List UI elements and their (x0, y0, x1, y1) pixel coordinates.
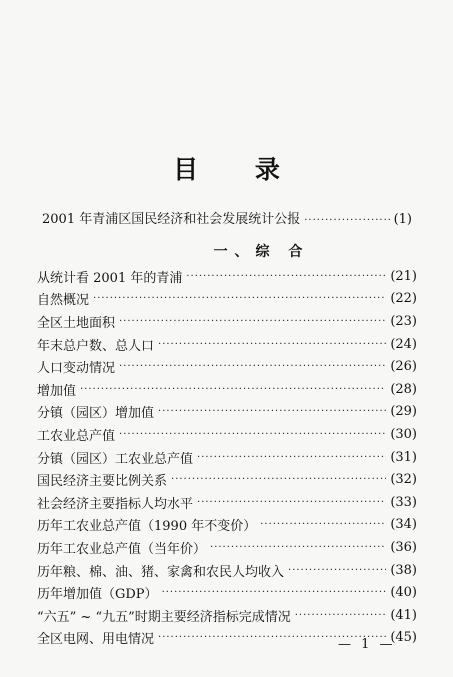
entry-page-number: (32) (390, 472, 417, 488)
entry-title: 历年工农业总产值（1990 年不变价） (37, 519, 257, 535)
entry-title: 自然概况 (37, 293, 90, 309)
toc-entry[interactable] (37, 604, 417, 627)
entry-title: 历年粮、棉、油、猪、家禽和农民人均收入 (37, 564, 285, 580)
entry-title: 分镇（园区）增加值 (37, 406, 155, 422)
entry-page-number: (28) (390, 381, 417, 397)
dot-leader (93, 293, 386, 304)
toc-entry[interactable] (37, 468, 417, 491)
toc-entry[interactable] (37, 581, 417, 604)
entry-page-number: (24) (390, 336, 417, 352)
toc-entry[interactable] (37, 355, 417, 378)
toc-entry[interactable] (37, 333, 417, 356)
toc-entry[interactable] (37, 446, 417, 469)
dot-leader (260, 519, 386, 530)
entry-page-number: (22) (390, 291, 417, 307)
entry-page-number: (23) (390, 313, 417, 329)
entry-title: “六五” ~ “九五”时期主要经济指标完成情况 (37, 609, 291, 625)
entry-page-number: (30) (390, 426, 417, 442)
toc-entry[interactable] (37, 536, 417, 559)
dot-leader (288, 565, 386, 576)
toc-entry[interactable] (37, 401, 417, 424)
section-heading: 一、综 合 (213, 244, 310, 260)
entry-page-number: (1) (393, 212, 412, 227)
dot-leader (171, 474, 386, 485)
footer-page-number: — 1 — (338, 637, 396, 652)
entry-page-number: (41) (390, 607, 417, 623)
dot-leader (80, 384, 386, 395)
dot-leader (119, 316, 386, 327)
dot-leader (119, 429, 386, 440)
entry-title: 社会经济主要指标人均水平 (37, 496, 194, 512)
entry-title: 历年增加值（GDP） (37, 587, 158, 603)
toc-entry[interactable] (37, 310, 417, 333)
toc-entry[interactable] (37, 491, 417, 514)
toc-entry-report[interactable] (42, 208, 412, 226)
entry-page-number: (36) (390, 539, 417, 555)
dot-leader (197, 452, 386, 463)
entry-page-number: (31) (390, 449, 417, 465)
entry-title: 分镇（园区）工农业总产值 (37, 451, 194, 467)
entry-page-number: (34) (390, 517, 417, 533)
toc-list (37, 265, 417, 649)
entry-page-number: (38) (390, 562, 417, 578)
entry-page-number: (21) (390, 268, 417, 284)
dot-leader (158, 339, 386, 350)
entry-title: 国民经济主要比例关系 (37, 474, 168, 490)
toc-entry[interactable] (37, 559, 417, 582)
entry-title: 年末总户数、总人口 (37, 338, 155, 354)
dot-leader (210, 542, 386, 553)
dot-leader (197, 497, 386, 508)
toc-entry[interactable] (37, 378, 417, 401)
dot-leader (186, 271, 386, 282)
entry-title: 历年工农业总产值（当年价） (37, 541, 207, 557)
entry-title: 人口变动情况 (37, 361, 116, 377)
page-title: 目 录 (173, 155, 304, 184)
entry-page-number: (33) (390, 494, 417, 510)
entry-title: 从统计看 2001 年的青浦 (37, 270, 183, 286)
entry-title: 工农业总产值 (37, 428, 116, 444)
toc-entry[interactable] (37, 423, 417, 446)
toc-entry[interactable] (37, 288, 417, 311)
entry-page-number: (40) (390, 585, 417, 601)
toc-entry[interactable] (37, 265, 417, 288)
entry-title: 全区电网、用电情况 (37, 632, 155, 648)
dot-leader (162, 587, 387, 598)
dot-leader (119, 361, 386, 372)
entry-title: 2001 年青浦区国民经济和社会发展统计公报 (42, 212, 301, 227)
dot-leader (295, 610, 387, 621)
entry-page-number: (45) (390, 630, 417, 646)
toc-entry[interactable] (37, 514, 417, 537)
entry-page-number: (26) (390, 359, 417, 375)
entry-title: 增加值 (37, 383, 77, 399)
entry-title: 全区土地面积 (37, 315, 116, 331)
dot-leader (158, 406, 386, 417)
dot-leader (304, 215, 389, 226)
entry-page-number: (29) (390, 404, 417, 420)
